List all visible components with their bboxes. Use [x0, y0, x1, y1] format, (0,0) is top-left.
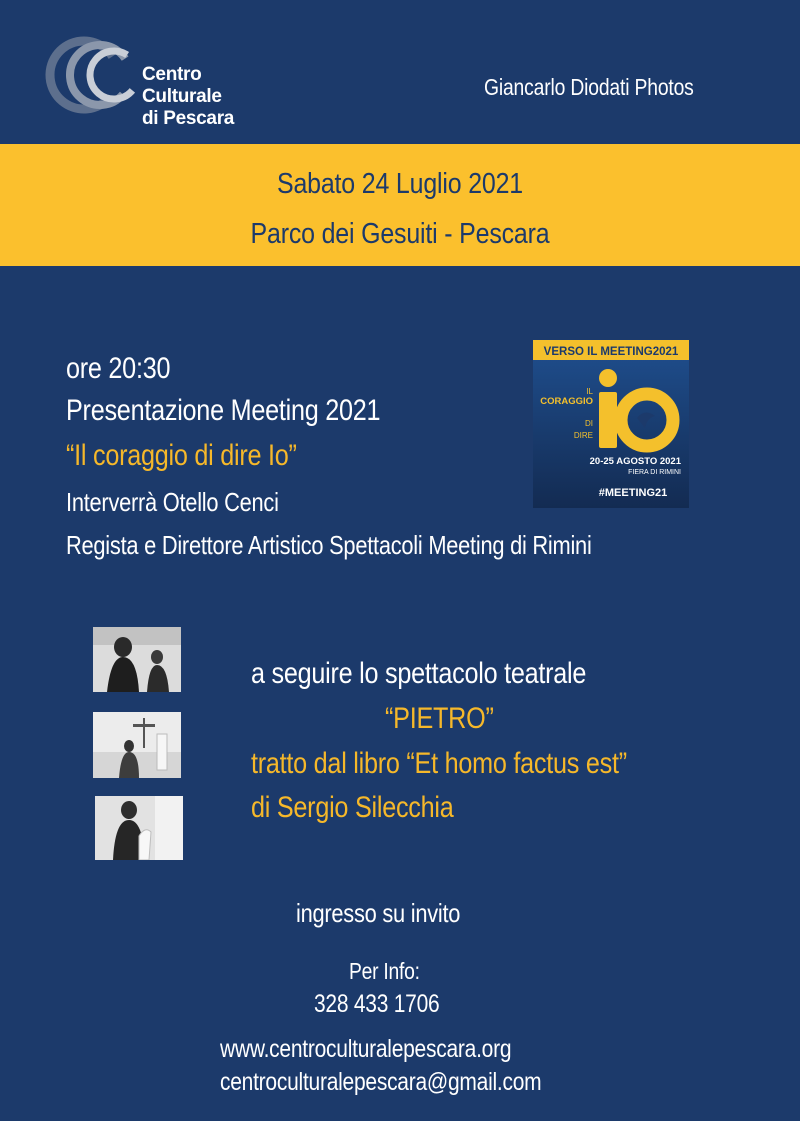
date-banner	[0, 144, 800, 266]
email-link[interactable]: centroculturalepescara@gmail.com	[220, 1068, 542, 1096]
show-title: “PIETRO”	[385, 702, 494, 735]
scene-photo-2	[93, 712, 181, 778]
show-author: di Sergio Silecchia	[251, 791, 454, 824]
info-label: Per Info:	[349, 958, 420, 984]
centro-culturale-logo	[44, 34, 274, 129]
badge-dire: DIRE	[573, 431, 593, 440]
entry-note: ingresso su invito	[296, 898, 461, 928]
logo-mark-icon	[44, 34, 144, 116]
event-date: Sabato 24 Luglio 2021	[276, 168, 524, 200]
logo-line1: Centro Culturale	[142, 64, 222, 107]
event-speaker-role: Regista e Direttore Artistico Spettacoli Meeting di Rimini	[66, 530, 592, 560]
phone-number: 328 433 1706	[314, 990, 440, 1018]
scene-photo-1	[93, 627, 181, 692]
badge-place: FIERA DI RIMINI	[628, 469, 681, 476]
badge-dates: 20-25 AGOSTO 2021	[589, 456, 681, 467]
badge-coraggio: CORAGGIO	[540, 396, 593, 407]
show-intro: a seguire lo spettacolo teatrale	[251, 657, 587, 690]
badge-hashtag: #MEETING21	[598, 487, 668, 499]
badge-il: IL	[586, 387, 593, 396]
meeting-2021-badge	[533, 340, 689, 508]
event-time: ore 20:30	[66, 352, 171, 385]
badge-di: DI	[585, 419, 593, 428]
event-title: Presentazione Meeting 2021	[66, 394, 381, 427]
event-venue: Parco dei Gesuiti - Pescara	[250, 218, 550, 250]
scene-photo-3	[95, 796, 183, 860]
event-speaker: Interverrà Otello Cenci	[66, 487, 279, 517]
event-subtitle: “Il coraggio di dire Io”	[66, 439, 297, 472]
website-link[interactable]: www.centroculturalepescara.org	[220, 1035, 512, 1063]
photos-credit: Giancarlo Diodati Photos	[484, 74, 694, 100]
logo-line2: di Pescara	[142, 108, 235, 129]
badge-top-text: VERSO IL MEETING2021	[543, 346, 679, 358]
show-book: tratto dal libro “Et homo factus est”	[251, 747, 627, 780]
